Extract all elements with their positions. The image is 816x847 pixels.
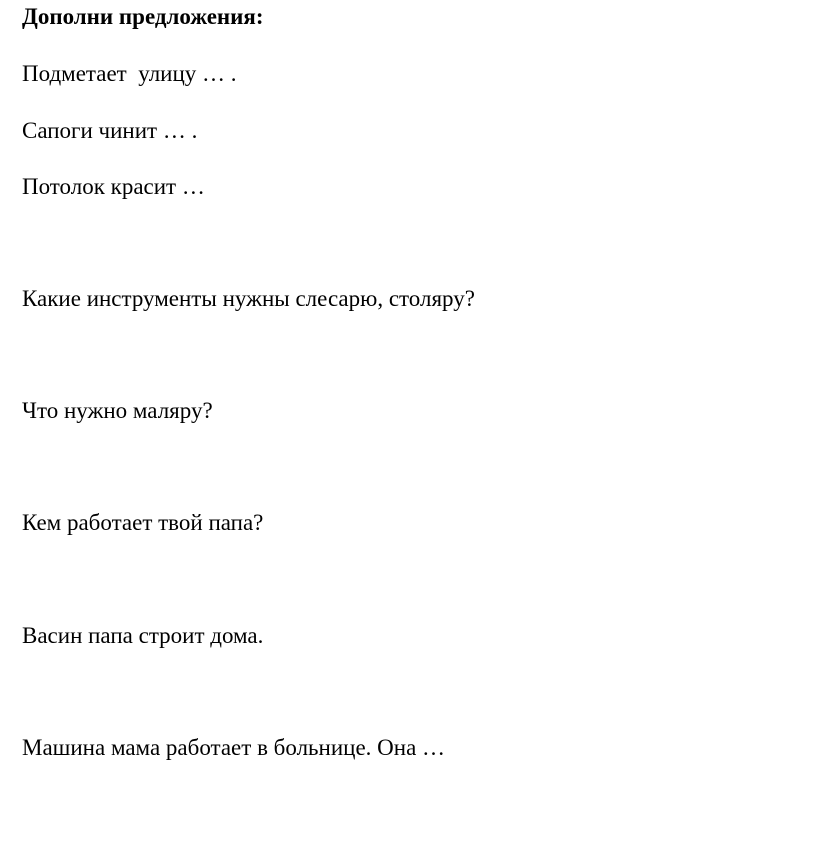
question-dad-job: Кем работает твой папа?: [22, 510, 264, 535]
sentence-sweeps-street: Подметает улицу … .: [22, 61, 237, 86]
exercise-heading: Дополни предложения:: [22, 4, 264, 29]
sentence-masha-mom: Машина мама работает в больнице. Она …: [22, 735, 446, 760]
question-tools: Какие инструменты нужны слесарю, столяру?: [22, 286, 475, 311]
sentence-repairs-boots: Сапоги чинит … .: [22, 118, 198, 143]
sentence-paints-ceiling: Потолок красит …: [22, 174, 205, 199]
sentence-vasya-dad: Васин папа строит дома.: [22, 623, 264, 648]
question-painter-needs: Что нужно маляру?: [22, 398, 213, 423]
